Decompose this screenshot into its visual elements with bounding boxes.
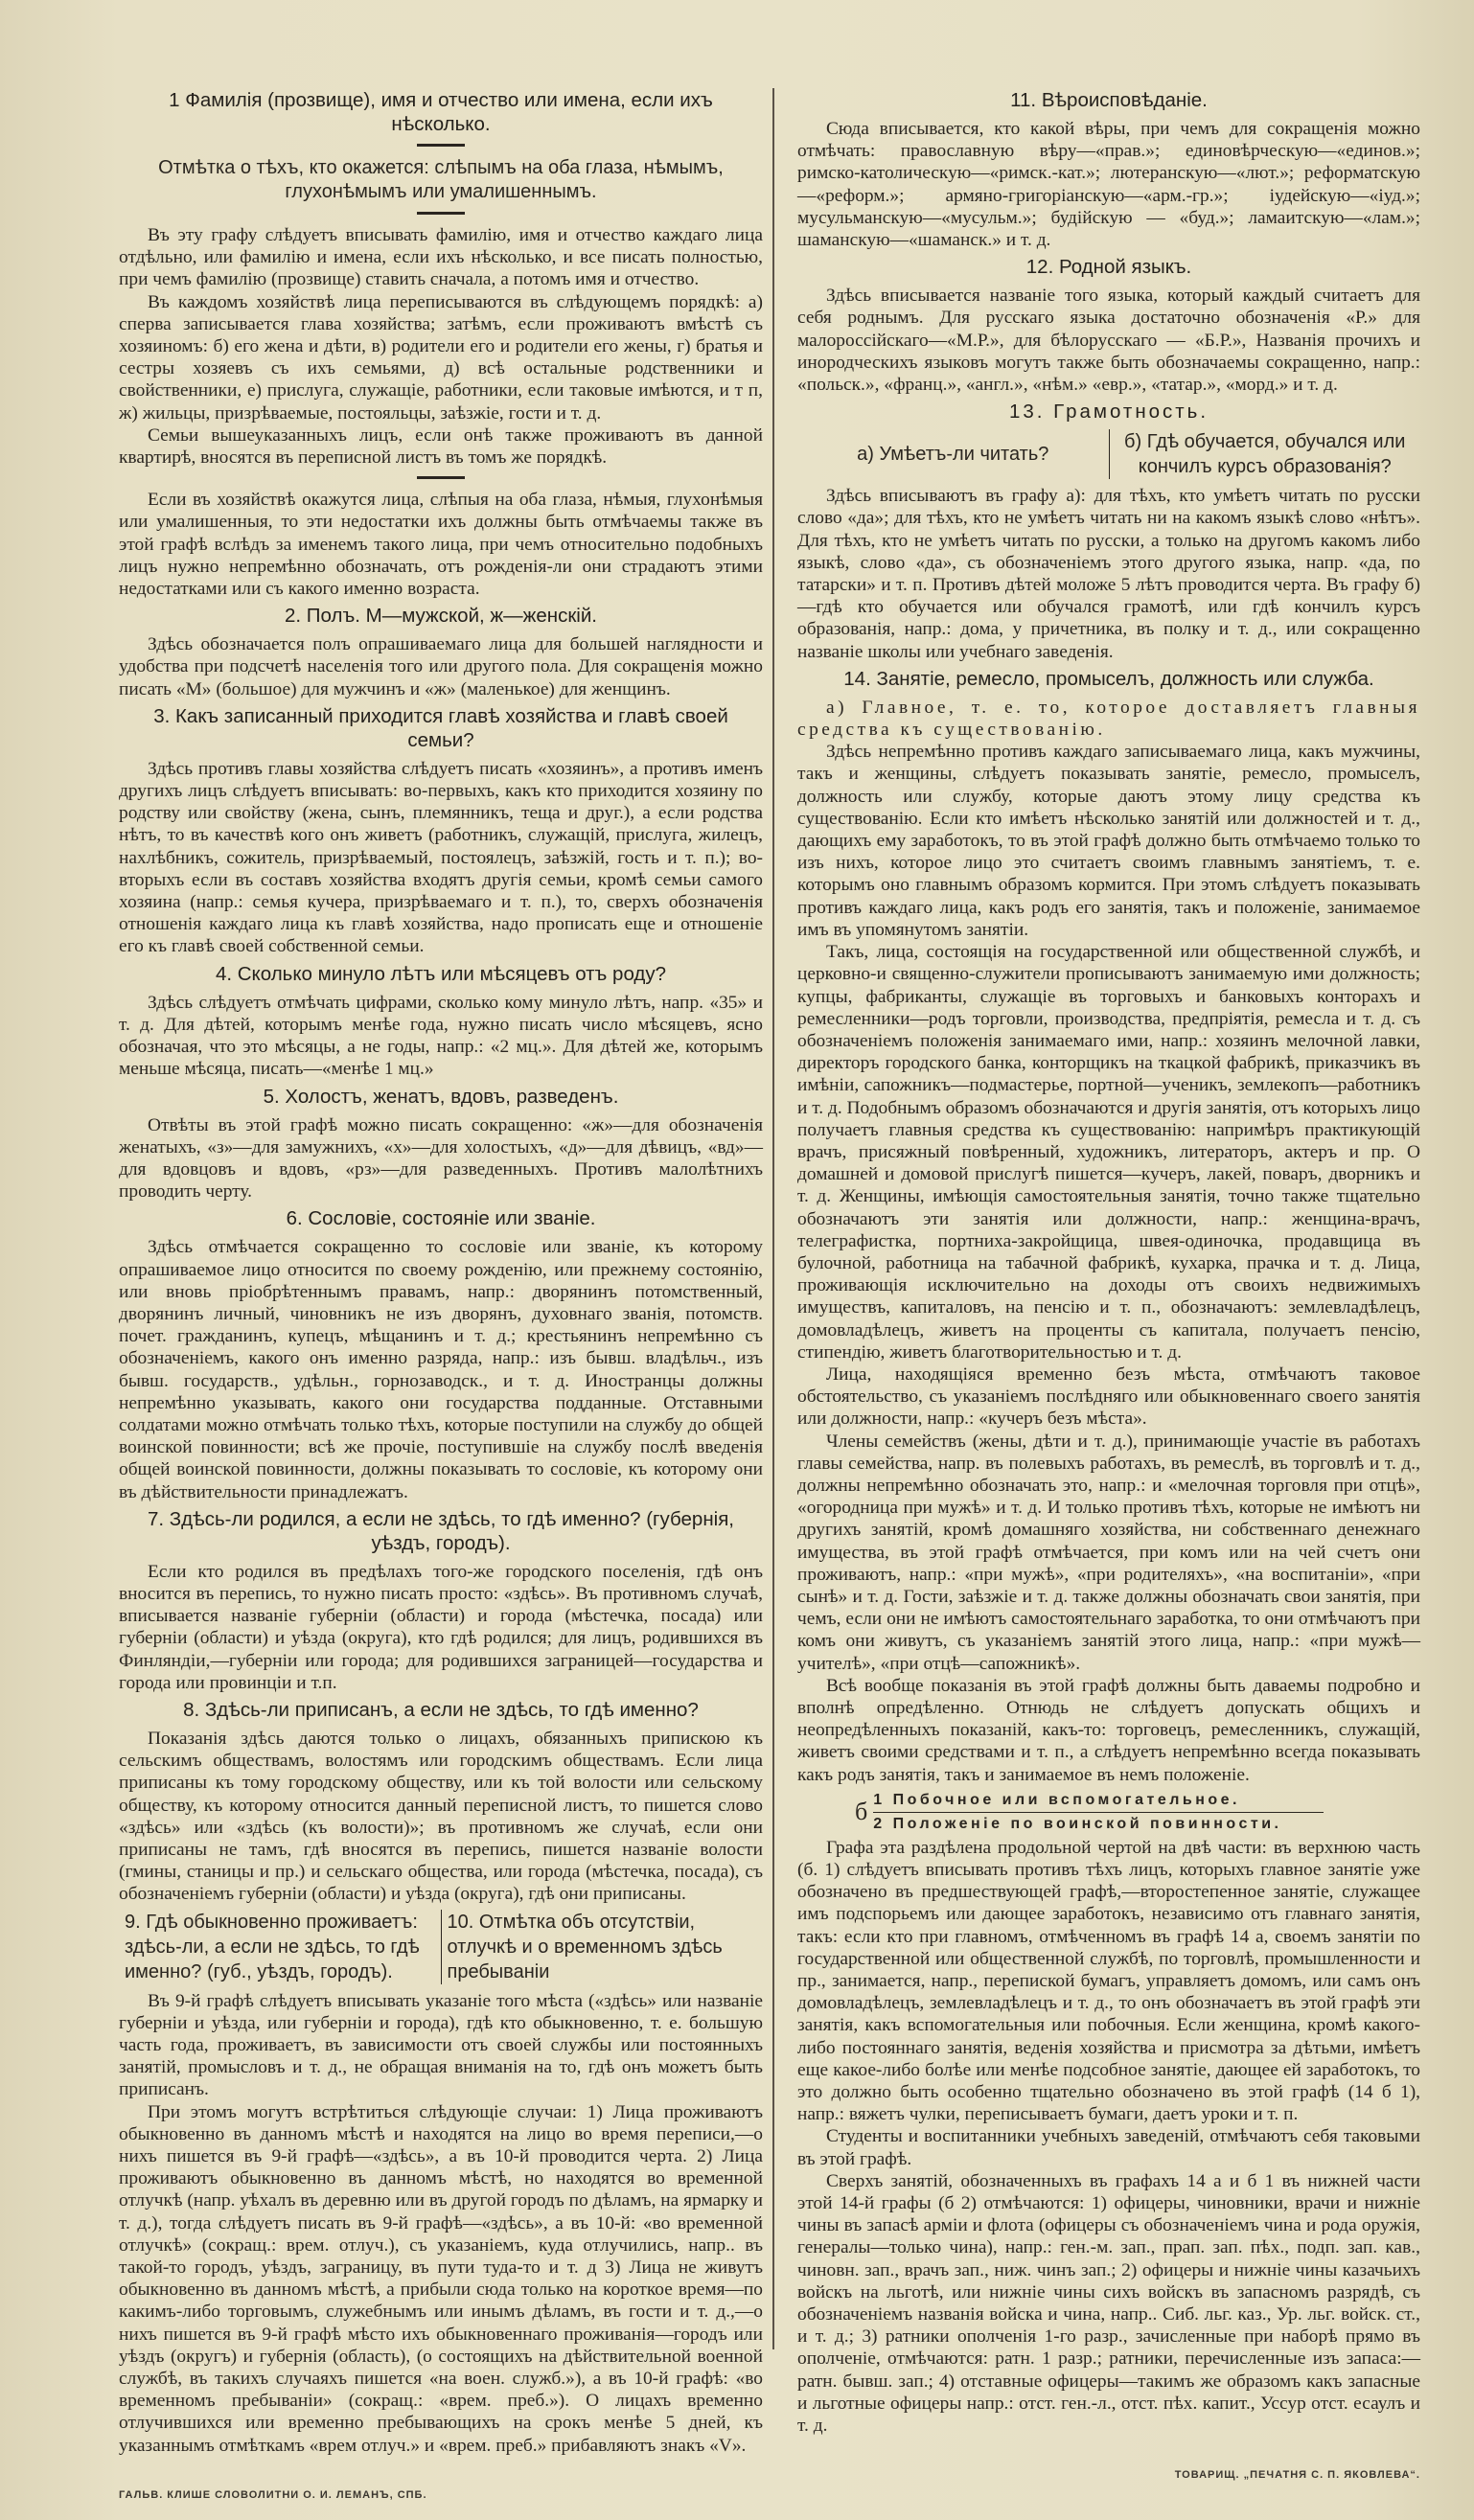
separator-rule — [417, 476, 465, 479]
printer-credit-left: ГАЛЬВ. КЛИШЕ СЛОВОЛИТНИ О. И. ЛЕМАНЪ, СПБ. — [119, 2488, 427, 2501]
section-heading: 7. Здѣсь-ли родился, а если не здѣсь, то гдѣ именно? (губернія, уѣздъ, городъ). — [148, 1507, 734, 1554]
paragraph: Сюда вписывается, кто какой вѣры, при чемъ для сокращенія можно отмѣчать: православную вѣру—«прав.»; единовѣрческую—«единов.»; римско-католическую—«римск.-кат.»; лютеранскую—«лют.»; реформатскую—«реформ.»; армяно-григоріанскую—«арм.-гр.»; іудейскую—«іуд.»; мусульманскую—«мусульм.»; будійскую — «буд.»; ламаитскую—«лам.»; шаманскую—«шаманск.» и т. д. — [797, 119, 1420, 251]
section-heading: 12. Родной языкъ. — [1025, 256, 1192, 279]
paragraph: Здѣсь отмѣчается сокращенно то сословіе или званіе, къ которому опрашиваемое лицо относится по своему рожденію, или прежнему состоянію, или вновь пріобрѣтеннымъ правамъ, напр.: дворянинъ потомственный, дворянинъ личный, чиновникъ не изъ дворянъ, духовнаго званія, потомств. почет. гражданинъ, купецъ, мѣщанинъ и т. д.; крестьянинъ непремѣнно съ обозначеніемъ, какого онъ именно разряда, напр.: изъ бывш. владѣльч., изъ бывш. государств., удѣльн., горнозаводск., и т. д. Иностранцы должны непремѣнно указывать, какого они государства подданные. Отставными солдатами можно отмѣчать только тѣхъ, которые поступили на службу до общей воинской повинности; всѣ же прочіе, поступившіе на службу послѣ введенія общей воинской повинности, должны показывать то сословіе, къ которому они въ дѣйствительности принадлежатъ. — [119, 1237, 763, 1502]
section-heading: 8. Здѣсь-ли приписанъ, а если не здѣсь, то гдѣ именно? — [183, 1698, 699, 1721]
separator-rule — [417, 144, 465, 147]
paragraph: Лица, находящіяся временно безъ мѣста, отмѣчаютъ таковое обстоятельство, съ указаніемъ послѣдняго или обыкновеннаго своего занятія или должности, напр.: «кучеръ безъ мѣста». — [797, 1363, 1420, 1430]
section-heading: 5. Холостъ, женатъ, вдовъ, разведенъ. — [263, 1085, 619, 1108]
paragraph: Въ каждомъ хозяйствѣ лица переписываются въ слѣдующемъ порядкѣ: а) сперва записывается глава хозяйства; затѣмъ, если проживаютъ вмѣстѣ съ хозяиномъ: б) его жена и дѣти, в) родители его и родители его жены, г) братья и сестры хозяевъ съ ихъ семьями, д) всѣ остальные родственники и свойственники, е) прислуга, служащіе, работники, если таковые имѣются, и т п, ж) жильцы, призрѣваемые, постояльцы, заѣзжіе, гости и т. д. — [119, 291, 763, 424]
subsection-lines — [873, 1792, 1324, 1833]
paragraph: Студенты и воспитанники учебныхъ заведеній, отмѣчаютъ себя таковыми въ этой графѣ. — [797, 2126, 1420, 2169]
paragraph: Графа эта раздѣлена продольной чертой на двѣ части: въ верхнюю часть (б. 1) слѣдуетъ вписывать противъ тѣхъ лицъ, которыхъ главное занятіе уже обозначено въ предшествующей графѣ,—второстепенное занятіе, служащее имъ подспорьемъ или дающее заработокъ, независимо отъ главнаго занятія, такъ: если кто при главномъ, отмѣченномъ въ графѣ 14 а, своемъ занятіи по государственной или общественной службѣ, по торговлѣ, промышленности и пр., занимается, напр., перепиской бумагъ, управляетъ домомъ, или самъ онъ домовладѣлецъ, землевладѣлецъ и т. д., то онъ обозначаетъ въ этой графѣ эти занятія, какъ вспомогательныя или побочныя. Если женщина, кромѣ какого-либо постояннаго занятія, веденія хозяйства и присмотра за дѣтьми, имѣетъ еще какое-либо болѣе или менѣе подсобное занятіе, дающее ей заработокъ, то это должно быть особенно тщательно обозначено въ этой графѣ (14 б 1), напр.: вяжетъ чулки, переписываетъ бумаги, даетъ уроки и т. п. — [797, 1837, 1420, 2125]
separator-rule — [417, 212, 465, 215]
paragraph: Здѣсь слѣдуетъ отмѣчать цифрами, сколько кому минуло лѣтъ, напр. «35» и т. д. Для дѣтей, которымъ менѣе года, нужно писать число мѣсяцевъ, ясно обозначая, что это мѣсяцы, а не годы, напр.: «2 мц.». Для дѣтей же, которымъ меньше мѣсяца, писать—«менѣе 1 мц.» — [119, 992, 763, 1080]
paragraph: Такъ, лица, состоящія на государственной или общественной службѣ, и церковно-и священно-служители прописываютъ занимаемую ими должность; купцы, фабриканты, служащіе въ торговыхъ и банковыхъ конторахъ и ремесленники—родъ торговли, производства, предпріятія, ремесла и т. д. съ обозначеніемъ положенія занимаемаго ими, напр.: хозяинъ мелочной лавки, директоръ городского банка, конторщикъ на ткацкой фабрикѣ, приказчикъ въ имѣніи, сапожникъ—подмастерье, портной—ученикъ, землекопъ—работникъ и т. д. Подобнымъ образомъ обозначаются и другія занятія, отъ которыхъ лицо получаетъ главныя средства къ существованію: напримѣръ практикующій врачъ, присяжный повѣренный, художникъ, литераторъ, актеръ и пр. О домашней и домовой прислугѣ пишется—кучеръ, лакей, поваръ, дворникъ и т. д. Женщины, имѣющія самостоятельныя занятія, точно также тщательно обозначаютъ эти занятія или должности, напр.: женщина-врачъ, телеграфистка, портниха-закройщица, швея-одиночка, продавщица въ булочной, работница на табачной фабрикѣ, кухарка, прачка и т. д. Лица, проживающія исключительно на доходы отъ своихъ недвижимыхъ имуществъ, капиталовъ, на пенсію и т. п., обозначаютъ: землевладѣлецъ, домовладѣлецъ, живетъ на проценты съ капитала, получаетъ пенсію, стипендію, живетъ благотворительностью и т. д. — [797, 942, 1420, 1363]
section-heading: 11. Вѣроисповѣданіе. — [1010, 89, 1208, 111]
split-heading — [797, 429, 1420, 479]
paragraph: Здѣсь обозначается полъ опрашиваемаго лица для большей наглядности и удобства при подсчетѣ населенія того или другого пола. Для сокращенія можно писать «М» (большое) для мужчинъ и «ж» (маленькое) для женщинъ. — [119, 634, 763, 699]
section-heading: 14. Занятіе, ремесло, промыселъ, должность или служба. — [843, 667, 1374, 690]
section-heading: 1 Фамилія (прозвище), имя и отчество или имена, если ихъ нѣсколько. — [169, 89, 713, 135]
subsection-line-1: 1 Побочное или вспомогательное. — [873, 1792, 1324, 1813]
subsection-b-heading — [855, 1792, 1420, 1833]
section-heading: 4. Сколько минуло лѣтъ или мѣсяцевъ отъ роду? — [215, 962, 667, 985]
section-heading: 6. Сословіе, состояніе или званіе. — [286, 1207, 596, 1230]
split-heading-right: б) Гдѣ обучается, обучался или кончилъ курсъ образованія? — [1124, 431, 1406, 478]
subsection-letter: б — [855, 1798, 868, 1826]
paragraph: Здѣсь противъ главы хозяйства слѣдуетъ писать «хозяинъ», а противъ именъ другихъ лицъ слѣдуетъ вписывать: во-первыхъ, какъ кто приходится хозяину по родству или свойству (жена, сынъ, племянникъ, теща и друг.), а если родства нѣтъ, то въ качествѣ кого онъ живетъ (работникъ, служащій, прислуга, жилецъ, нахлѣбникъ, сожитель, призрѣваемый, постоялецъ, заѣзжій, гость и т. п.); во-вторыхъ если въ составъ хозяйства входятъ другія семьи, кромѣ семьи самого хозяина (напр.: семья кучера, призрѣваемаго и т. п.), то, сверхъ обозначенія отношенія каждаго лица къ главѣ хозяйства, надо прописать еще и отношеніе его къ главѣ своей собственной семьи. — [119, 758, 763, 957]
column-divider — [772, 88, 774, 2349]
section-heading: 2. Полъ. М—мужской, ж—женскій. — [285, 605, 597, 628]
paragraph: При этомъ могутъ встрѣтиться слѣдующіе случаи: 1) Лица проживаютъ обыкновенно въ данномъ мѣстѣ и находятся на лицо во время переписи,—о нихъ пишется въ 9-й графѣ—«здѣсь», а въ 10-й проводится черта. 2) Лица проживаютъ обыкновенно въ данномъ мѣстѣ, но находятся во временной отлучкѣ (напр. уѣхалъ въ деревню или въ другой городъ по дѣламъ, на ярмарку и т. д.), тогда слѣдуетъ писать въ 9-й графѣ—«здѣсь», а въ 10-й: «во временной отлучкѣ» (сокращ.: врем. отлуч.), съ указаніемъ, куда отлучились, напр.. въ такой-то городъ, уѣздъ, заграницу, въ пути туда-то и т. д 3) Лица не живутъ обыкновенно въ данномъ мѣстѣ, а прибыли сюда только на короткое время—по какимъ-либо торговымъ, служебнымъ или инымъ дѣламъ, въ гости и т. д.,—о нихъ пишется въ 9-й графѣ мѣсто ихъ обыкновеннаго проживанія—городъ или уѣздъ (округъ) и губернія (область), (о состоящихъ на дѣйствительной военной службѣ, въ такихъ случаяхъ пишется «на воен. служб.»), а въ 10-й графѣ: «во временномъ пребываніи» (сокращ.: «врем. преб.»). О лицахъ временно отлучившихся или временно пребывающихъ на срокъ менѣе 5 дней, къ указаннымъ отмѣткамъ «врем отлуч.» и «врем. преб.» прибавляютъ знакъ «V». — [119, 2101, 763, 2456]
right-column-body — [797, 88, 1420, 2437]
section-subheading: Отмѣтка о тѣхъ, кто окажется: слѣпымъ на оба глаза, нѣмымъ, глухонѣмымъ или умалишеннымъ. — [158, 157, 724, 202]
paragraph: Здѣсь вписываютъ въ графу а): для тѣхъ, кто умѣетъ читать по русски слово «да»; для тѣхъ, кто не умѣетъ читать ни на какомъ языкѣ слово «нѣтъ». Для тѣхъ, кто не умѣетъ читать по русски, а только на другомъ какомъ либо языкѣ, слово «да», съ обозначеніемъ этого другого языка, напр. «да, по татарски» и т. п. Противъ дѣтей моложе 5 лѣтъ проводится черта. Въ графу б)—гдѣ кто обучается или обучался грамотѣ, или гдѣ кончилъ курсъ образованія, напр.: дома, у причетника, въ полку и т. д., или сокращенно названіе школы или учебнаго заведенія. — [797, 486, 1420, 662]
paragraph: Если въ хозяйствѣ окажутся лица, слѣпыя на оба глаза, нѣмыя, глухонѣмыя или умалишенныя, то эти недостатки ихъ должны быть отмѣчаемы также въ этой графѣ вслѣдъ за именемъ такого лица, при чемъ относительно подобныхъ лицъ нужно непремѣнно обозначать, отъ рожденія-ли они страдаютъ этими недостатками или съ какого именно возраста. — [119, 490, 763, 600]
section-heading: 13. Грамотность. — [1008, 401, 1209, 424]
subsection-line-2: 2 Положеніе по воинской повинности. — [873, 1815, 1282, 1832]
section-heading: 3. Какъ записанный приходится главѣ хозяйства и главѣ своей семьи? — [153, 704, 728, 751]
split-heading-left: 9. Гдѣ обыкновенно проживаетъ: здѣсь-ли, а если не здѣсь, то гдѣ именно? (губ., уѣздъ, городъ). — [119, 1910, 442, 1984]
paragraph: Если кто родился въ предѣлахъ того-же городского поселенія, гдѣ онъ вносится въ перепись, то нужно писать просто: «здѣсь». Въ противномъ случаѣ, вписывается названіе губерніи (области) и города (мѣстечка, посада) или губерніи (области) и уѣзда (округа), кто гдѣ родился; для лицъ, родившихся въ Финляндіи,—губерніи или города; для родившихся заграницей—государства и города или провинціи и т.п. — [119, 1561, 763, 1693]
split-heading — [119, 1910, 763, 1984]
right-column — [797, 84, 1420, 2500]
paragraph: Здѣсь непремѣнно противъ каждаго записываемаго лица, какъ мужчины, такъ и женщины, слѣдуетъ показывать занятіе, ремесло, промыселъ, должность или службу, которые даютъ этому лицу средства къ существованію. Если кто имѣетъ нѣсколько занятій или должностей и т. д., дающихъ ему заработокъ, то въ этой графѣ должно быть отмѣчаемо только то изъ нихъ, которое лицо это считаетъ своимъ главнымъ занятіемъ, т. е. которымъ оно главнымъ образомъ кормится. При этомъ слѣдуетъ показывать противъ каждаго лица, какъ родъ его занятія, такъ и положеніе, занимаемое имъ въ упомянутомъ занятіи. — [797, 742, 1420, 940]
printer-credit-right: ТОВАРИЩ. „ПЕЧАТНЯ С. П. ЯКОВЛЕВА“. — [1174, 2469, 1420, 2482]
section-subheading: а) Главное, т. е. то, которое доставляетъ главныя средства къ существованію. — [797, 697, 1420, 741]
paragraph: Показанія здѣсь даются только о лицахъ, обязанныхъ припискою къ сельскимъ обществамъ, волостямъ или городскимъ обществамъ. Если лица приписаны къ тому городскому обществу, или къ той волости или сельскому обществу, къ которому относится данный переписной листъ, то пишется слово «здѣсь» или «здѣсь (къ волости)»; въ противномъ же случаѣ, если они приписаны не тамъ, гдѣ вносятся въ перепись, пишется названіе волости (гмины, станицы и пр.) и сельскаго общества, или города (мѣстечка, посада), съ обозначеніемъ губерніи (области) и уѣзда (округа), гдѣ они приписаны. — [119, 1728, 763, 1905]
paragraph: Всѣ вообще показанія въ этой графѣ должны быть даваемы подробно и вполнѣ опредѣленно. Отнюдь не слѣдуетъ допускать общихъ и неопредѣленныхъ показаній, какъ-то: торговецъ, ремесленникъ, служащій, живетъ своими средствами и т. п., а слѣдуетъ непремѣнно всегда показывать какъ родъ занятія, такъ и занимаемое въ немъ положеніе. — [797, 1675, 1420, 1785]
left-column — [119, 84, 763, 2520]
paragraph: Отвѣты въ этой графѣ можно писать сокращенно: «ж»—для обозначенія женатыхъ, «з»—для замужнихъ, «х»—для холостыхъ, «д»—для дѣвицъ, «вд»—для вдовцовъ и вдовъ, «рз»—для разведенныхъ. Противъ малолѣтнихъ проводить черту. — [119, 1114, 763, 1203]
paragraph: Въ 9-й графѣ слѣдуетъ вписывать указаніе того мѣста («здѣсь» или названіе губерніи и уѣзда, или губерніи и города), гдѣ кто обыкновенно, т. е. большую часть года, проживаетъ, въ зависимости отъ своей службы или постоянныхъ занятій, промысловъ и т. д., не обращая вниманія на то, гдѣ онъ можетъ быть приписанъ. — [119, 1990, 763, 2100]
paragraph: Члены семействъ (жены, дѣти и т. д.), принимающіе участіе въ работахъ главы семейства, напр. въ полевыхъ работахъ, въ ремеслѣ, въ торговлѣ и т. д., должны непремѣнно обозначать это, напр.: и «мелочная торговля при отцѣ», «огородница при мужѣ» и т. д. И только противъ тѣхъ, которые не имѣютъ ни другихъ занятій, кромѣ домашняго хозяйства, ни собственнаго денежнаго имущества, въ этой графѣ отмѣчается, при комъ или на чей счетъ они проживаютъ, напр.: «при мужѣ», «при родителяхъ», «на воспитаніи», «при сынѣ» и т. д. Гости, заѣзжіе и т. д. также должны обозначать свои занятія, при чемъ, если они не имѣютъ самостоятельнаго заработка, то они отмѣчаютъ при комъ они живутъ, съ указаніемъ занятій этого лица, напр.: «при мужѣ—учителѣ», «при отцѣ—сапожникѣ». — [797, 1431, 1420, 1674]
paragraph: Въ эту графу слѣдуетъ вписывать фамилію, имя и отчество каждаго лица отдѣльно, или фамилію и имена, если ихъ нѣсколько, и все писать полностью, при чемъ фамилію (прозвище) ставить сначала, а потомъ имя и отчество. — [119, 225, 763, 290]
split-heading-left: а) Умѣетъ-ли читать? — [797, 429, 1110, 479]
paragraph: Здѣсь вписывается названіе того языка, который каждый считаетъ для себя роднымъ. Для русскаго языка достаточно обозначенія «Р.» для малороссійскаго—«М.Р.», для бѣлорусскаго — «Б.Р.», Названія прочихъ и инородческихъ языковъ могутъ также быть обозначаемы сокращенно, напр.: «польск.», «франц.», «англ.», «нѣм.» «евр.», «татар.», «морд.» и т. д. — [797, 286, 1420, 396]
paragraph: Сверхъ занятій, обозначенныхъ въ графахъ 14 а и б 1 въ нижней части этой 14-й графы (б 2) отмѣчаются: 1) офицеры, чиновники, врачи и нижніе чины въ запасѣ арміи и флота (офицеры съ обозначеніемъ чина и рода оружія, генералы—только чина), напр.: ген.-м. зап., прап. зап. пѣх., подп. зап. кав., чиновн. зап., врачъ зап., ниж. чинъ зап.; 2) офицеры и нижніе чины казачьихъ войскъ на льготѣ, или нижніе чины сихъ войскъ въ запасномъ разрядѣ, съ обозначеніемъ названія войска и чина, напр.. Сиб. льг. каз., Ур. льг. войск. ст., и т. д.; 3) ратники ополченія 1-го разр., зачисленные при наборѣ прямо въ ополченіе, отмѣчаются: ратн. 1 разр.; ратники, перечисленные изъ запаса:—ратн. бывш. зап.; 4) отставные офицеры—такимъ же образомъ какъ запасные и льготные офицеры напр.: отст. ген.-л., отст. пѣх. капит., Уссур отст. есаулъ и т. д. — [797, 2170, 1420, 2437]
left-column-body — [119, 88, 763, 2457]
split-heading-right: 10. Отмѣтка объ отсутствіи, отлучкѣ и о временномъ здѣсь пребываніи — [447, 1911, 723, 1982]
paragraph: Семьи вышеуказанныхъ лицъ, если онѣ также проживаютъ въ данной квартирѣ, вносятся въ переписной листъ въ томъ же порядкѣ. — [119, 424, 763, 469]
